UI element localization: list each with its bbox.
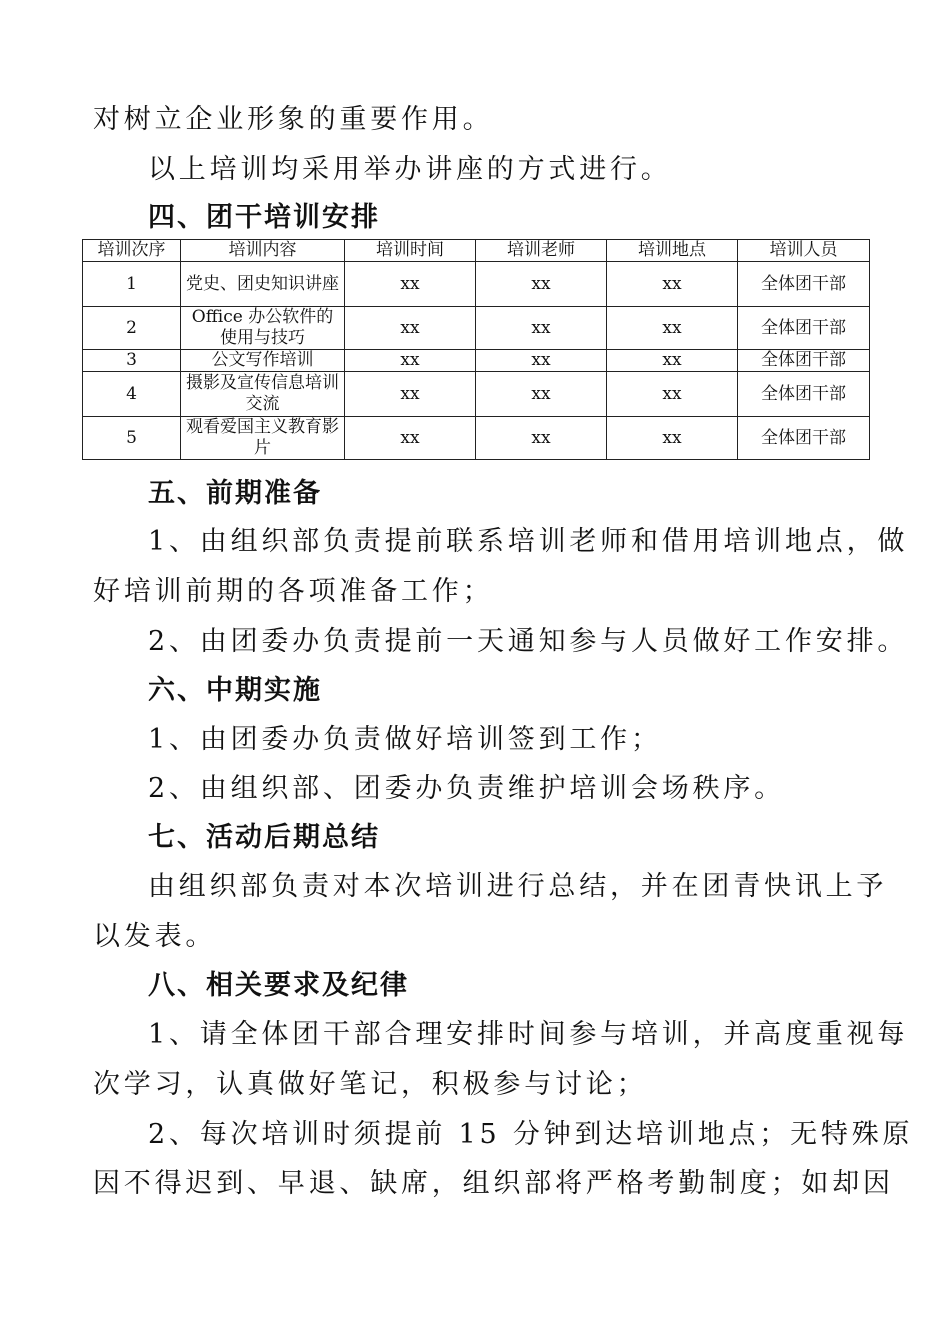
table-header-row: [83, 240, 870, 262]
paragraph-line: 次学习，认真做好笔记，积极参与讨论；: [93, 1069, 648, 1100]
cell-content: 公文写作培训: [181, 350, 345, 372]
section-heading-5: 五、前期准备: [148, 478, 322, 509]
paragraph-line: 因不得迟到、早退、缺席，组织部将严格考勤制度；如却因: [93, 1168, 894, 1199]
cell-place: xx: [607, 417, 738, 460]
column-header: 培训人员: [738, 240, 870, 262]
paragraph-line: 1、请全体团干部合理安排时间参与培训，并高度重视每: [148, 1019, 909, 1050]
cell-place: xx: [607, 350, 738, 372]
paragraph-line: 以发表。: [93, 921, 217, 952]
section-heading-8: 八、相关要求及纪律: [148, 970, 409, 1001]
cell-people: 全体团干部: [738, 417, 870, 460]
paragraph-line: 好培训前期的各项准备工作；: [93, 576, 494, 607]
cell-order: 1: [83, 262, 181, 307]
column-header: 培训地点: [607, 240, 738, 262]
cell-time: xx: [345, 262, 476, 307]
cell-order: 3: [83, 350, 181, 372]
section-heading-7: 七、活动后期总结: [148, 822, 380, 853]
cell-place: xx: [607, 307, 738, 350]
cell-content: Office 办公软件的使用与技巧: [181, 307, 345, 350]
table-row: [83, 262, 870, 307]
paragraph-line: 1、由团委办负责做好培训签到工作；: [148, 724, 662, 755]
cell-teacher: xx: [476, 372, 607, 417]
column-header: 培训老师: [476, 240, 607, 262]
table-row: [83, 350, 870, 372]
cell-time: xx: [345, 372, 476, 417]
cell-order: 5: [83, 417, 181, 460]
cell-content: 党史、团史知识讲座: [181, 262, 345, 307]
cell-content: 观看爱国主义教育影片: [181, 417, 345, 460]
column-header: 培训内容: [181, 240, 345, 262]
column-header: 培训次序: [83, 240, 181, 262]
section-heading-4: 四、团干培训安排: [148, 202, 380, 233]
paragraph-line: 由组织部负责对本次培训进行总结，并在团青快讯上予: [148, 871, 888, 902]
cell-time: xx: [345, 417, 476, 460]
cell-teacher: xx: [476, 262, 607, 307]
cell-time: xx: [345, 307, 476, 350]
cell-place: xx: [607, 372, 738, 417]
cell-order: 2: [83, 307, 181, 350]
cell-people: 全体团干部: [738, 262, 870, 307]
cell-teacher: xx: [476, 350, 607, 372]
cell-people: 全体团干部: [738, 372, 870, 417]
cell-people: 全体团干部: [738, 350, 870, 372]
cell-people: 全体团干部: [738, 307, 870, 350]
cell-time: xx: [345, 350, 476, 372]
cell-teacher: xx: [476, 417, 607, 460]
cell-place: xx: [607, 262, 738, 307]
cell-teacher: xx: [476, 307, 607, 350]
paragraph-line: 2、由组织部、团委办负责维护培训会场秩序。: [148, 773, 785, 804]
paragraph-line: 以上培训均采用举办讲座的方式进行。: [148, 154, 672, 185]
paragraph-line: 2、由团委办负责提前一天通知参与人员做好工作安排。: [148, 626, 909, 657]
column-header: 培训时间: [345, 240, 476, 262]
cell-content: 摄影及宣传信息培训交流: [181, 372, 345, 417]
paragraph-line: 2、每次培训时须提前 15 分钟到达培训地点；无特殊原: [148, 1119, 914, 1150]
training-schedule-table: [82, 239, 870, 460]
table-row: [83, 307, 870, 350]
table-row: [83, 372, 870, 417]
paragraph-line: 对树立企业形象的重要作用。: [93, 104, 494, 135]
table-row: [83, 417, 870, 460]
paragraph-line: 1、由组织部负责提前联系培训老师和借用培训地点，做: [148, 526, 909, 557]
section-heading-6: 六、中期实施: [148, 675, 322, 706]
cell-order: 4: [83, 372, 181, 417]
